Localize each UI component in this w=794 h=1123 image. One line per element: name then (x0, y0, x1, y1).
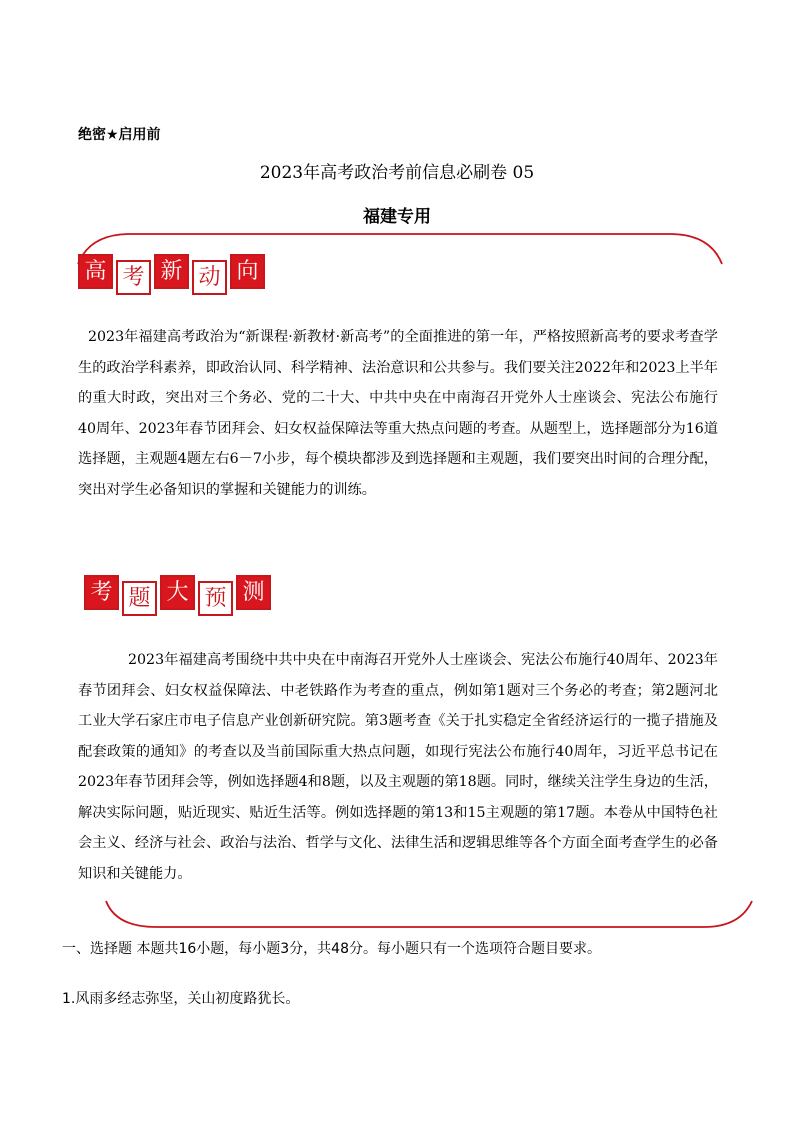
predict-badge-char: 题 (122, 581, 157, 616)
trend-badge-char: 考 (116, 260, 151, 295)
predict-badge-char: 测 (236, 575, 271, 610)
trend-badge-char: 新 (154, 254, 189, 289)
trend-paragraph: 2023年福建高考政治为“新课程·新教材·新高考”的全面推进的第一年，严格按照新高考的要求考查学生的政治学科素养，即政治认同、科学精神、法治意识和公共参与。我们要关注2022年和2023上半年的重大时政，突出对三个务必、党的二十大、中共中央在中南海召开党外人士座谈会、宪法公布施行40周年、2023年春节团拜会、妇女权益保障法等重大热点问题的考查。从题型上，选择题部分为16道选择题，主观题4题左右6－7小步，每个模块都涉及到选择题和主观题，我们要突出时间的合理分配，突出对学生必备知识的掌握和关键能力的训练。 (78, 329, 718, 498)
secret-label: 绝密★启用前 (78, 127, 161, 143)
trend-badge-char: 向 (230, 254, 265, 289)
page-title: 2023年高考政治考前信息必刷卷 05 (259, 163, 535, 183)
trend-badge-char: 动 (192, 260, 227, 295)
predict-badge-char: 考 (84, 575, 119, 610)
predict-paragraph: 2023年福建高考围绕中共中央在中南海召开党外人士座谈会、宪法公布施行40周年、2023年春节团拜会、妇女权益保障法、中老铁路作为考查的重点，例如第1题对三个务必的考查；第2题河北工业大学石家庄市电子信息产业创新研究院。第3题考查《关于扎实稳定全省经济运行的一揽子措施及配套政策的通知》的考查以及当前国际重大热点问题，如现行宪法公布施行40周年，习近平总书记在2023年春节团拜会等，例如选择题4和8题，以及主观题的第18题。同时，继续关注学生身边的生活，解决实际问题，贴近现实、贴近生活等。例如选择题的第13和15主观题的第17题。本卷从中国特色社会主义、经济与社会、政治与法治、哲学与文化、法律生活和逻辑思维等各个方面全面考查学生的必备知识和关键能力。 (78, 652, 718, 882)
bottom-arc-divider (100, 895, 760, 935)
trend-badge-char: 高 (78, 254, 113, 289)
predict-badge-char: 大 (160, 575, 195, 610)
trend-badge (78, 254, 265, 295)
predict-badge (84, 575, 271, 616)
predict-badge-char: 预 (198, 581, 233, 616)
section-heading: 一、选择题 本题共16小题，每小题3分，共48分。每小题只有一个选项符合题目要求。 (62, 941, 601, 957)
page-subtitle: 福建专用 (363, 207, 431, 227)
question-1: 1.风雨多经志弥坚，关山初度路犹长。 (62, 991, 300, 1007)
